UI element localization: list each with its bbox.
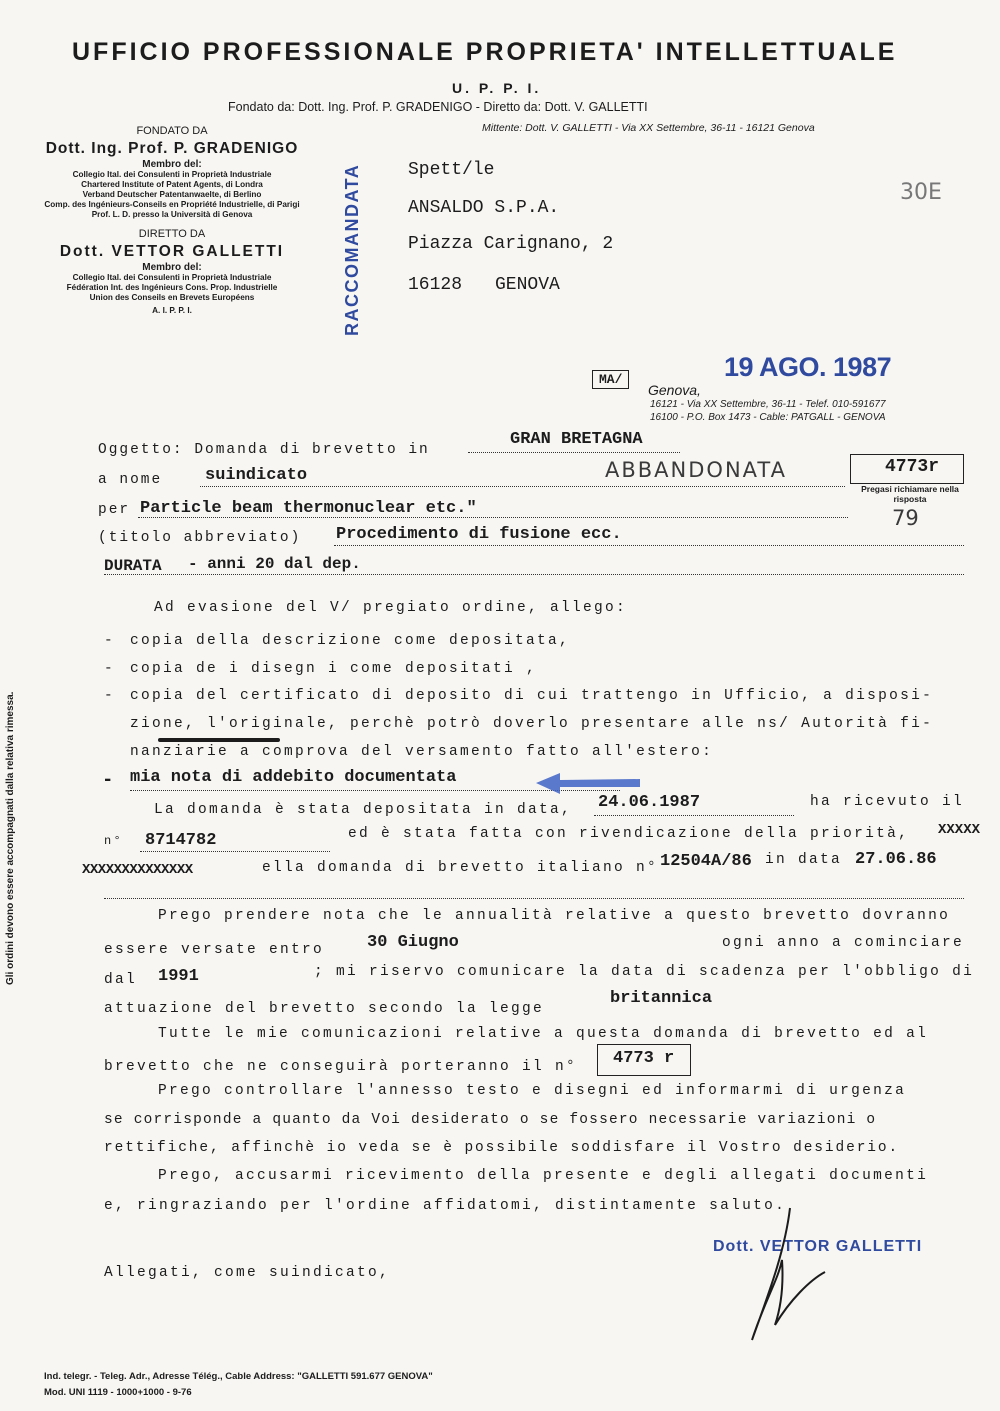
abbrev-label: (titolo abbreviato) (98, 530, 302, 546)
check-text: rettifiche, affinchè io veda se è possibile soddisfare il Vostro desiderio. (104, 1140, 900, 1156)
status-handwritten: ABBANDONATA (605, 458, 787, 482)
founder-membership: Verband Deutscher Patentanwaelte, di Berlino (82, 190, 262, 199)
director-member-label: Membro del: (142, 262, 202, 273)
annuity-text: Prego prendere nota che le annualità relative a questo brevetto dovranno (158, 908, 951, 924)
founder-member-label: Membro del: (142, 159, 202, 170)
annuity-text: dal (104, 972, 138, 988)
priority-text: ed è stata fatta con rivendicazione della priorità, (348, 826, 910, 842)
dotted-line (104, 898, 964, 899)
oggetto-label: Oggetto: Domanda di brevetto in (98, 442, 430, 458)
recipient-company: ANSALDO S.P.A. (408, 198, 560, 218)
reference-note: Pregasi richiamare nella risposta (861, 484, 959, 504)
director-membership: Fédération Int. des Ingénieurs Cons. Prop. Industrielle (66, 283, 278, 292)
founder-membership: Comp. des Ingénieurs-Conseils en Propriété Industrielle, di Parigi (44, 200, 300, 209)
durata-value: - anni 20 dal dep. (188, 555, 361, 573)
attachment-item: zione, l'originale, perchè potrò doverlo presentare alle ns/ Autorità fi- (130, 716, 934, 732)
attachment-item: copia del certificato di deposito di cui trattengo in Ufficio, a disposi- (130, 688, 934, 704)
director-membership: A. I. P. P. I. (152, 306, 192, 315)
italian-application-text: ella domanda di brevetto italiano n° (262, 860, 659, 876)
side-note: Gli ordini devono essere accompagnati dalla relativa rimessa. (5, 691, 16, 985)
annuity-text: attuazione del brevetto secondo la legge (104, 1001, 545, 1017)
data-label: in data (765, 852, 843, 868)
strikeout-text: XXXXX (938, 822, 981, 838)
director-name: Dott. VETTOR GALLETTI (59, 243, 285, 260)
italian-number: 12504A/86 (660, 852, 752, 871)
acknowledgement-text: Prego, accusarmi ricevimento della presente e degli allegati documenti (158, 1168, 929, 1184)
nome-label: a nome (98, 472, 163, 488)
durata-label: DURATA (104, 557, 162, 575)
reference-number: 4773r (885, 457, 940, 477)
recipient-salutation: Spett/le (408, 160, 495, 180)
attachment-item: copia de i disegn i come depositati , (130, 661, 538, 677)
director-membership: Collegio Ital. dei Consulenti in Proprietà Industriale (72, 273, 272, 282)
file-number: 4773 r (613, 1049, 675, 1068)
dotted-line (468, 452, 680, 453)
founder-membership: Collegio Ital. dei Consulenti in Proprietà Industriale (72, 170, 272, 179)
founded-by-label: FONDATO DA (136, 125, 208, 137)
italian-date: 27.06.86 (855, 850, 937, 869)
attachments-line: Allegati, come suindicato, (104, 1265, 391, 1281)
check-text: se corrisponde a quanto da Voi desiderato o se fossero necessarie variazioni o (104, 1112, 877, 1128)
dotted-line (140, 851, 330, 852)
footer-cable-line: Ind. telegr. - Teleg. Adr., Adresse Télég., Cable Address: "GALLETTI 591.677 GENOVA" (44, 1371, 433, 1382)
reference-note-number: 79 (892, 506, 919, 530)
title-value: Particle beam thermonuclear etc." (140, 499, 477, 518)
deposit-text: La domanda è stata depositata in data, (154, 802, 573, 818)
dotted-line (200, 486, 845, 487)
attachment-item: mia nota di addebito documentata (130, 768, 457, 787)
annuity-text: ; mi riservo comunicare la data di scadenza per l'obbligo di (314, 964, 975, 980)
per-label: per (98, 502, 131, 518)
signature-stamp: Dott. VETTOR GALLETTI (713, 1238, 923, 1255)
annuity-start: 1991 (158, 967, 199, 986)
recipient-city: GENOVA (495, 275, 560, 295)
director-membership: Union des Conseils en Brevets Européens (89, 293, 255, 302)
directed-by-label: DIRETTO DA (138, 228, 206, 240)
dotted-line (104, 574, 964, 575)
annuity-due: 30 Giugno (367, 933, 459, 952)
number-prefix: n° (104, 834, 124, 848)
intro-line: Ad evasione del V/ pregiato ordine, allego: (154, 600, 628, 616)
dotted-line (334, 545, 964, 546)
office-address (650, 398, 886, 424)
attachment-item: copia della descrizione come depositata, (130, 633, 571, 649)
strikeout-text: XXXXXXXXXXXXXX (82, 862, 193, 878)
date-stamp: 19 AGO. 1987 (724, 352, 892, 382)
founder-membership: Prof. L. D. presso la Università di Genova (91, 210, 253, 219)
annuity-text: essere versate entro (104, 942, 325, 958)
underline-mark (158, 738, 280, 742)
recipient-street: Piazza Carignano, 2 (408, 234, 614, 254)
deposit-text: ha ricevuto il (810, 794, 965, 810)
office-address-line: 16100 - P.O. Box 1473 - Cable: PATGALL - GENOVA (650, 412, 886, 423)
acknowledgement-text: e, ringraziando per l'ordine affidatomi, distintamente saluto. (104, 1198, 787, 1214)
communication-text: brevetto che ne conseguirà porteranno il n° (104, 1059, 578, 1075)
letterhead-title: UFFICIO PROFESSIONALE PROPRIETA' INTELLETTUALE (72, 38, 898, 66)
letterhead-founded-line: Fondato da: Dott. Ing. Prof. P. GRADENIGO - Diretto da: Dott. V. GALLETTI (228, 100, 648, 114)
city-label: Genova, (648, 382, 701, 398)
founder-membership: Chartered Institute of Patent Agents, di Londra (81, 180, 263, 189)
attachment-item: nanziarie a comprova del versamento fatto all'estero: (130, 744, 714, 760)
annuity-text: ogni anno a cominciare (722, 935, 965, 951)
annuity-law: britannica (610, 989, 713, 1008)
sender-line: Mittente: Dott. V. GALLETTI - Via XX Settembre, 36-11 - 16121 Genova (482, 122, 815, 134)
list-bullet: - (104, 688, 116, 704)
reference-box: MA/ (592, 370, 629, 389)
subject-country: GRAN BRETAGNA (510, 430, 643, 449)
footer-model-line: Mod. UNI 1119 - 1000+1000 - 9-76 (44, 1387, 192, 1398)
left-column (22, 125, 322, 316)
founder-name: Dott. Ing. Prof. P. GRADENIGO (45, 140, 299, 157)
check-text: Prego controllare l'annesso testo e disegni ed informarmi di urgenza (158, 1083, 907, 1099)
letterhead-acronym: U. P. P. I. (452, 80, 542, 96)
application-number: 8714782 (145, 831, 217, 850)
dotted-line (138, 517, 848, 518)
communication-text: Tutte le mie comunicazioni relative a questa domanda di brevetto ed al (158, 1026, 929, 1042)
list-bullet: - (104, 633, 116, 649)
recipient-postcode: 16128 (408, 275, 463, 295)
raccomandata-stamp: RACCOMANDATA (342, 163, 362, 336)
dotted-line (594, 815, 794, 816)
abbrev-value: Procedimento di fusione ecc. (336, 525, 622, 544)
nome-value: suindicato (205, 466, 308, 485)
list-bullet: - (102, 769, 114, 791)
signature (730, 1200, 840, 1350)
office-address-line: 16121 - Via XX Settembre, 36-11 - Telef. 010-591677 (650, 399, 886, 410)
deposit-date: 24.06.1987 (598, 793, 701, 812)
margin-note: 30E (900, 180, 942, 205)
list-bullet: - (104, 661, 116, 677)
